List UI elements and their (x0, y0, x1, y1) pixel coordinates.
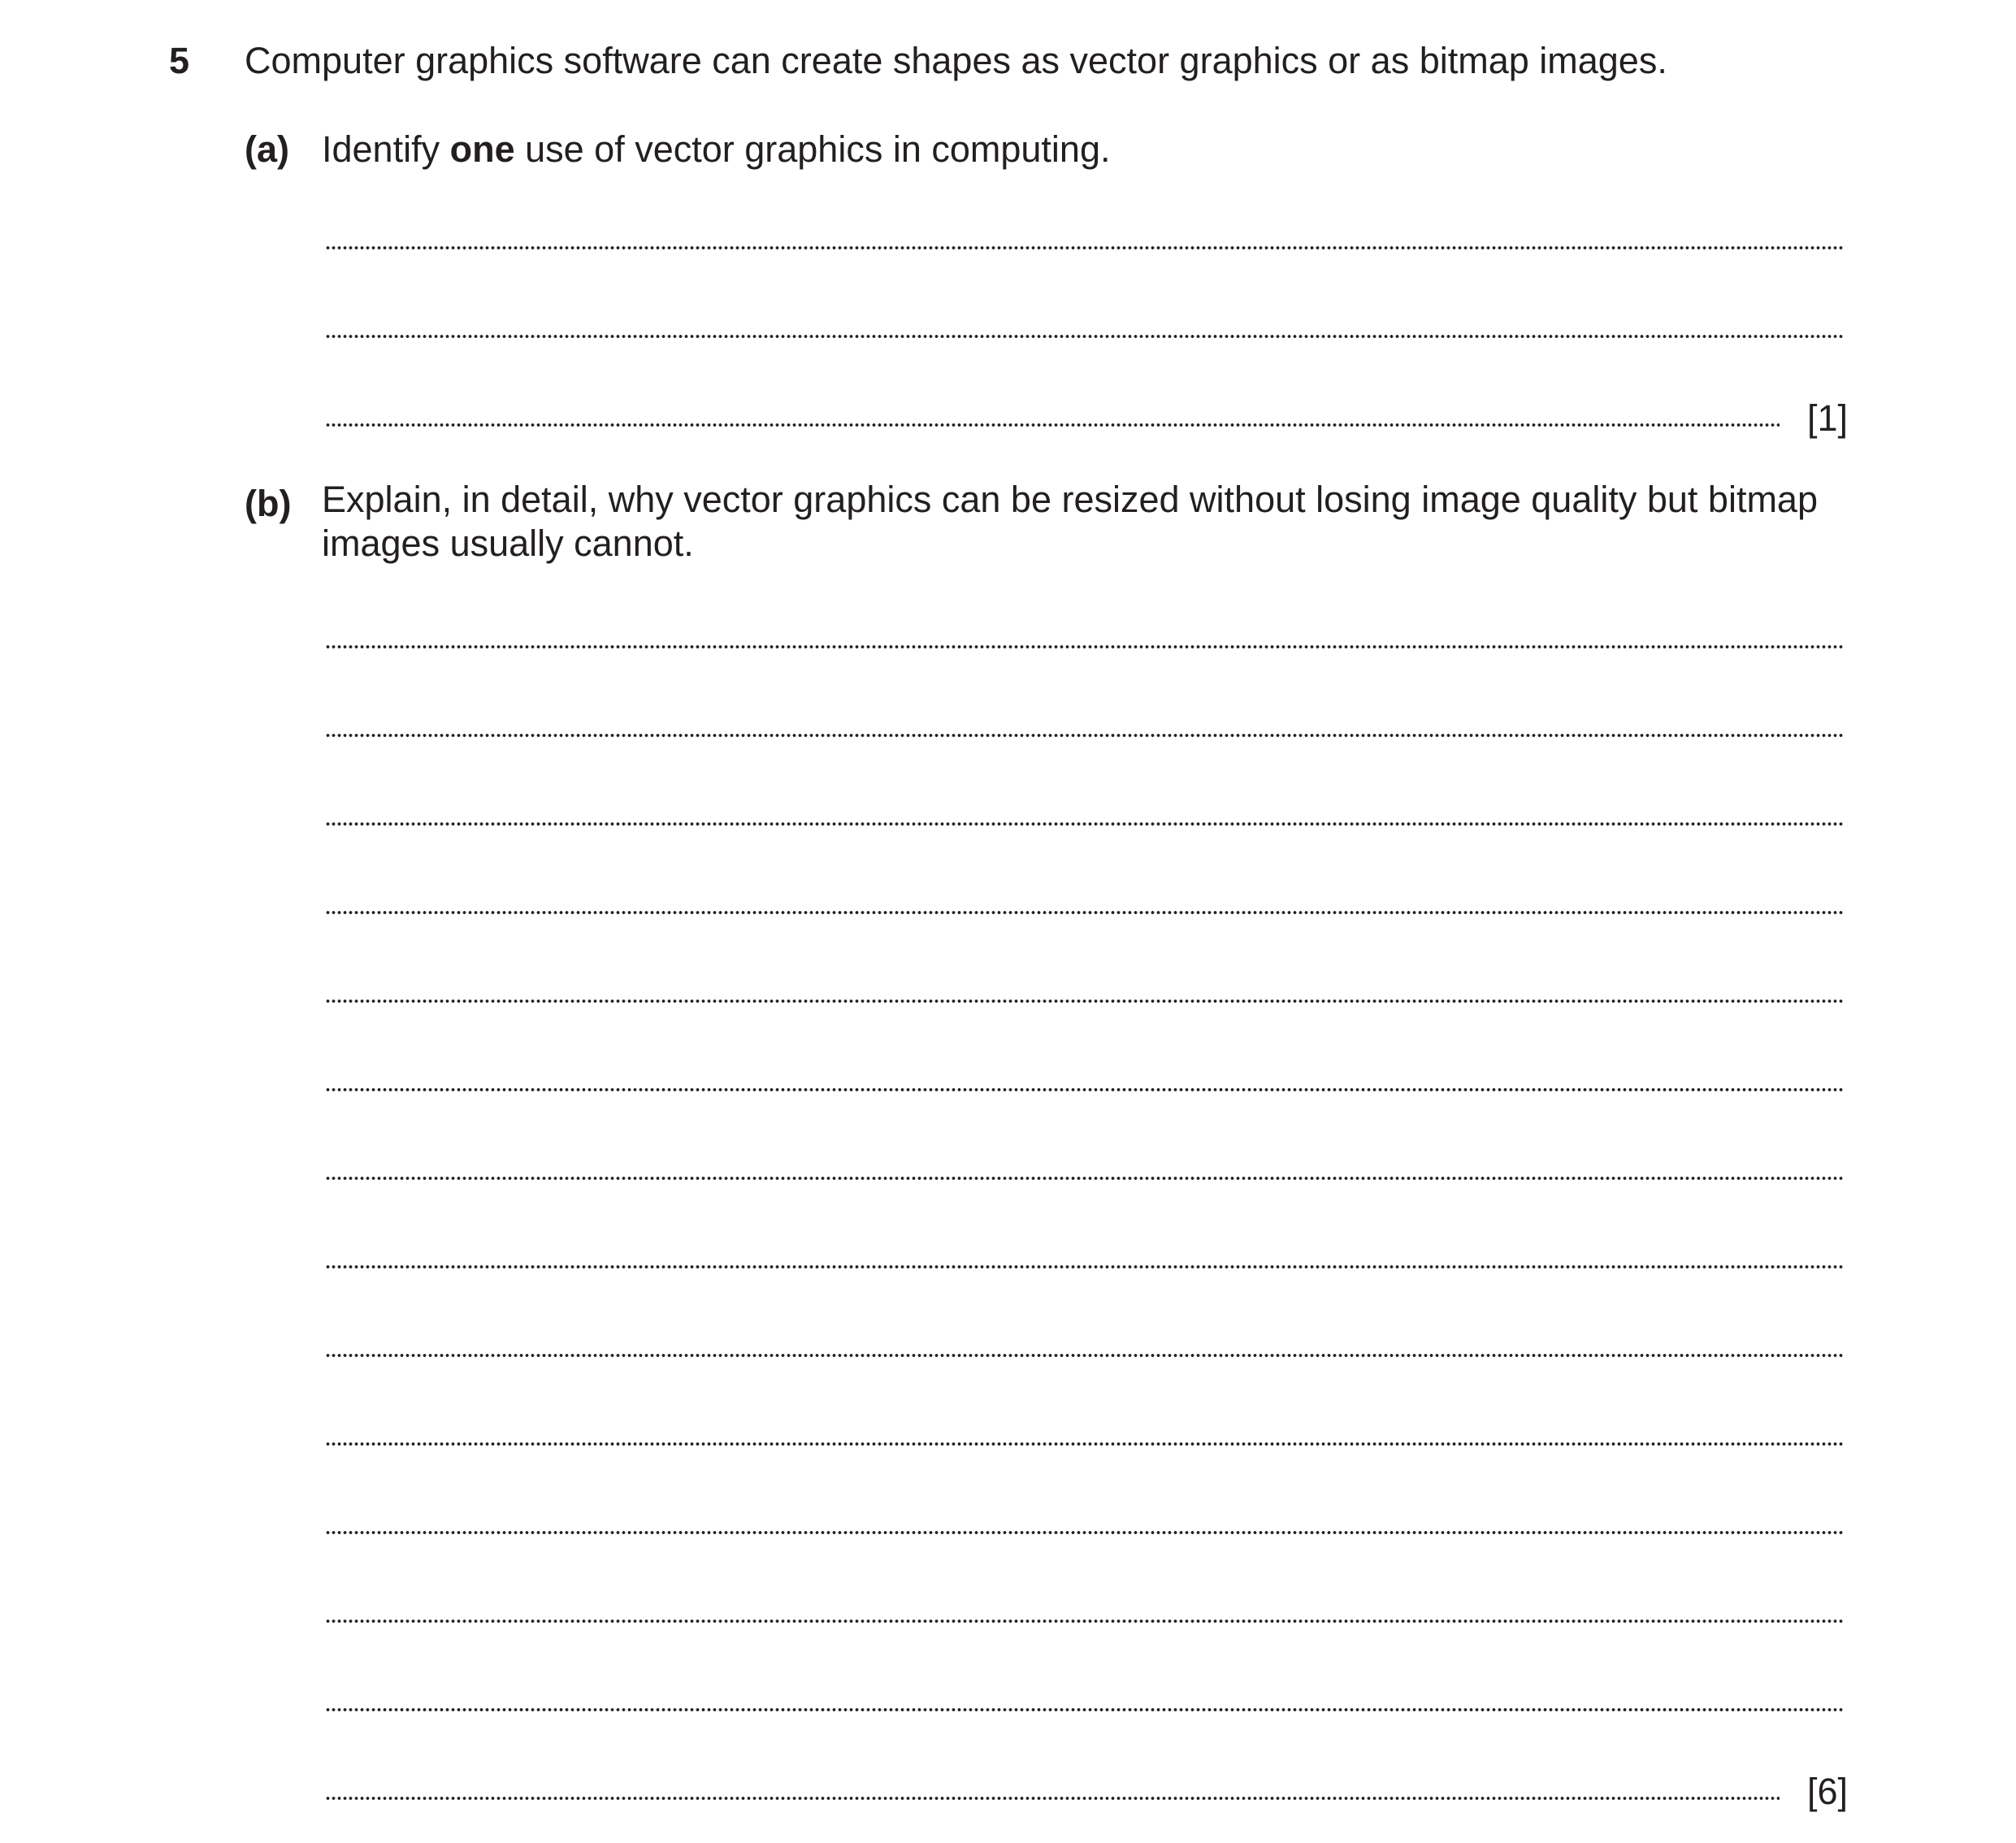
part-b-answer-line-11[interactable] (325, 1530, 1845, 1535)
question-stem: Computer graphics software can create shapes as vector graphics or as bitmap images. (245, 40, 1667, 81)
part-b-answer-line-4[interactable] (325, 910, 1845, 915)
part-a-answer-line-3[interactable] (325, 423, 1780, 427)
part-b-text: Explain, in detail, why vector graphics can be resized without losing image quality but bitmap images usually cannot. (322, 479, 1818, 564)
part-b-answer-line-13[interactable] (325, 1707, 1845, 1712)
part-b-answer-line-9[interactable] (325, 1353, 1845, 1358)
part-b-answer-line-14[interactable] (325, 1796, 1780, 1801)
part-b-answer-line-5[interactable] (325, 999, 1845, 1004)
part-a-text-after: use of vector graphics in computing. (514, 128, 1111, 170)
part-a-answer-line-2[interactable] (325, 334, 1845, 339)
part-b-marks: [6] (1806, 1771, 1848, 1812)
part-a-marks: [1] (1806, 397, 1848, 439)
part-b-answer-line-7[interactable] (325, 1176, 1845, 1181)
part-b-answer-line-12[interactable] (325, 1619, 1845, 1624)
part-b-label: (b) (245, 483, 292, 524)
part-b-answer-line-1[interactable] (325, 644, 1845, 649)
part-a-answer-line-1[interactable] (325, 245, 1845, 250)
part-a-text-bold: one (449, 128, 515, 170)
part-b-answer-line-10[interactable] (325, 1442, 1845, 1446)
part-b-answer-line-6[interactable] (325, 1087, 1845, 1092)
part-b-answer-line-3[interactable] (325, 822, 1845, 826)
part-b-answer-line-8[interactable] (325, 1264, 1845, 1269)
question-number: 5 (169, 40, 190, 81)
part-b-answer-line-2[interactable] (325, 733, 1845, 738)
part-a-label: (a) (245, 128, 289, 170)
part-a-text (322, 128, 1849, 170)
part-a-text-before: Identify (322, 128, 450, 170)
